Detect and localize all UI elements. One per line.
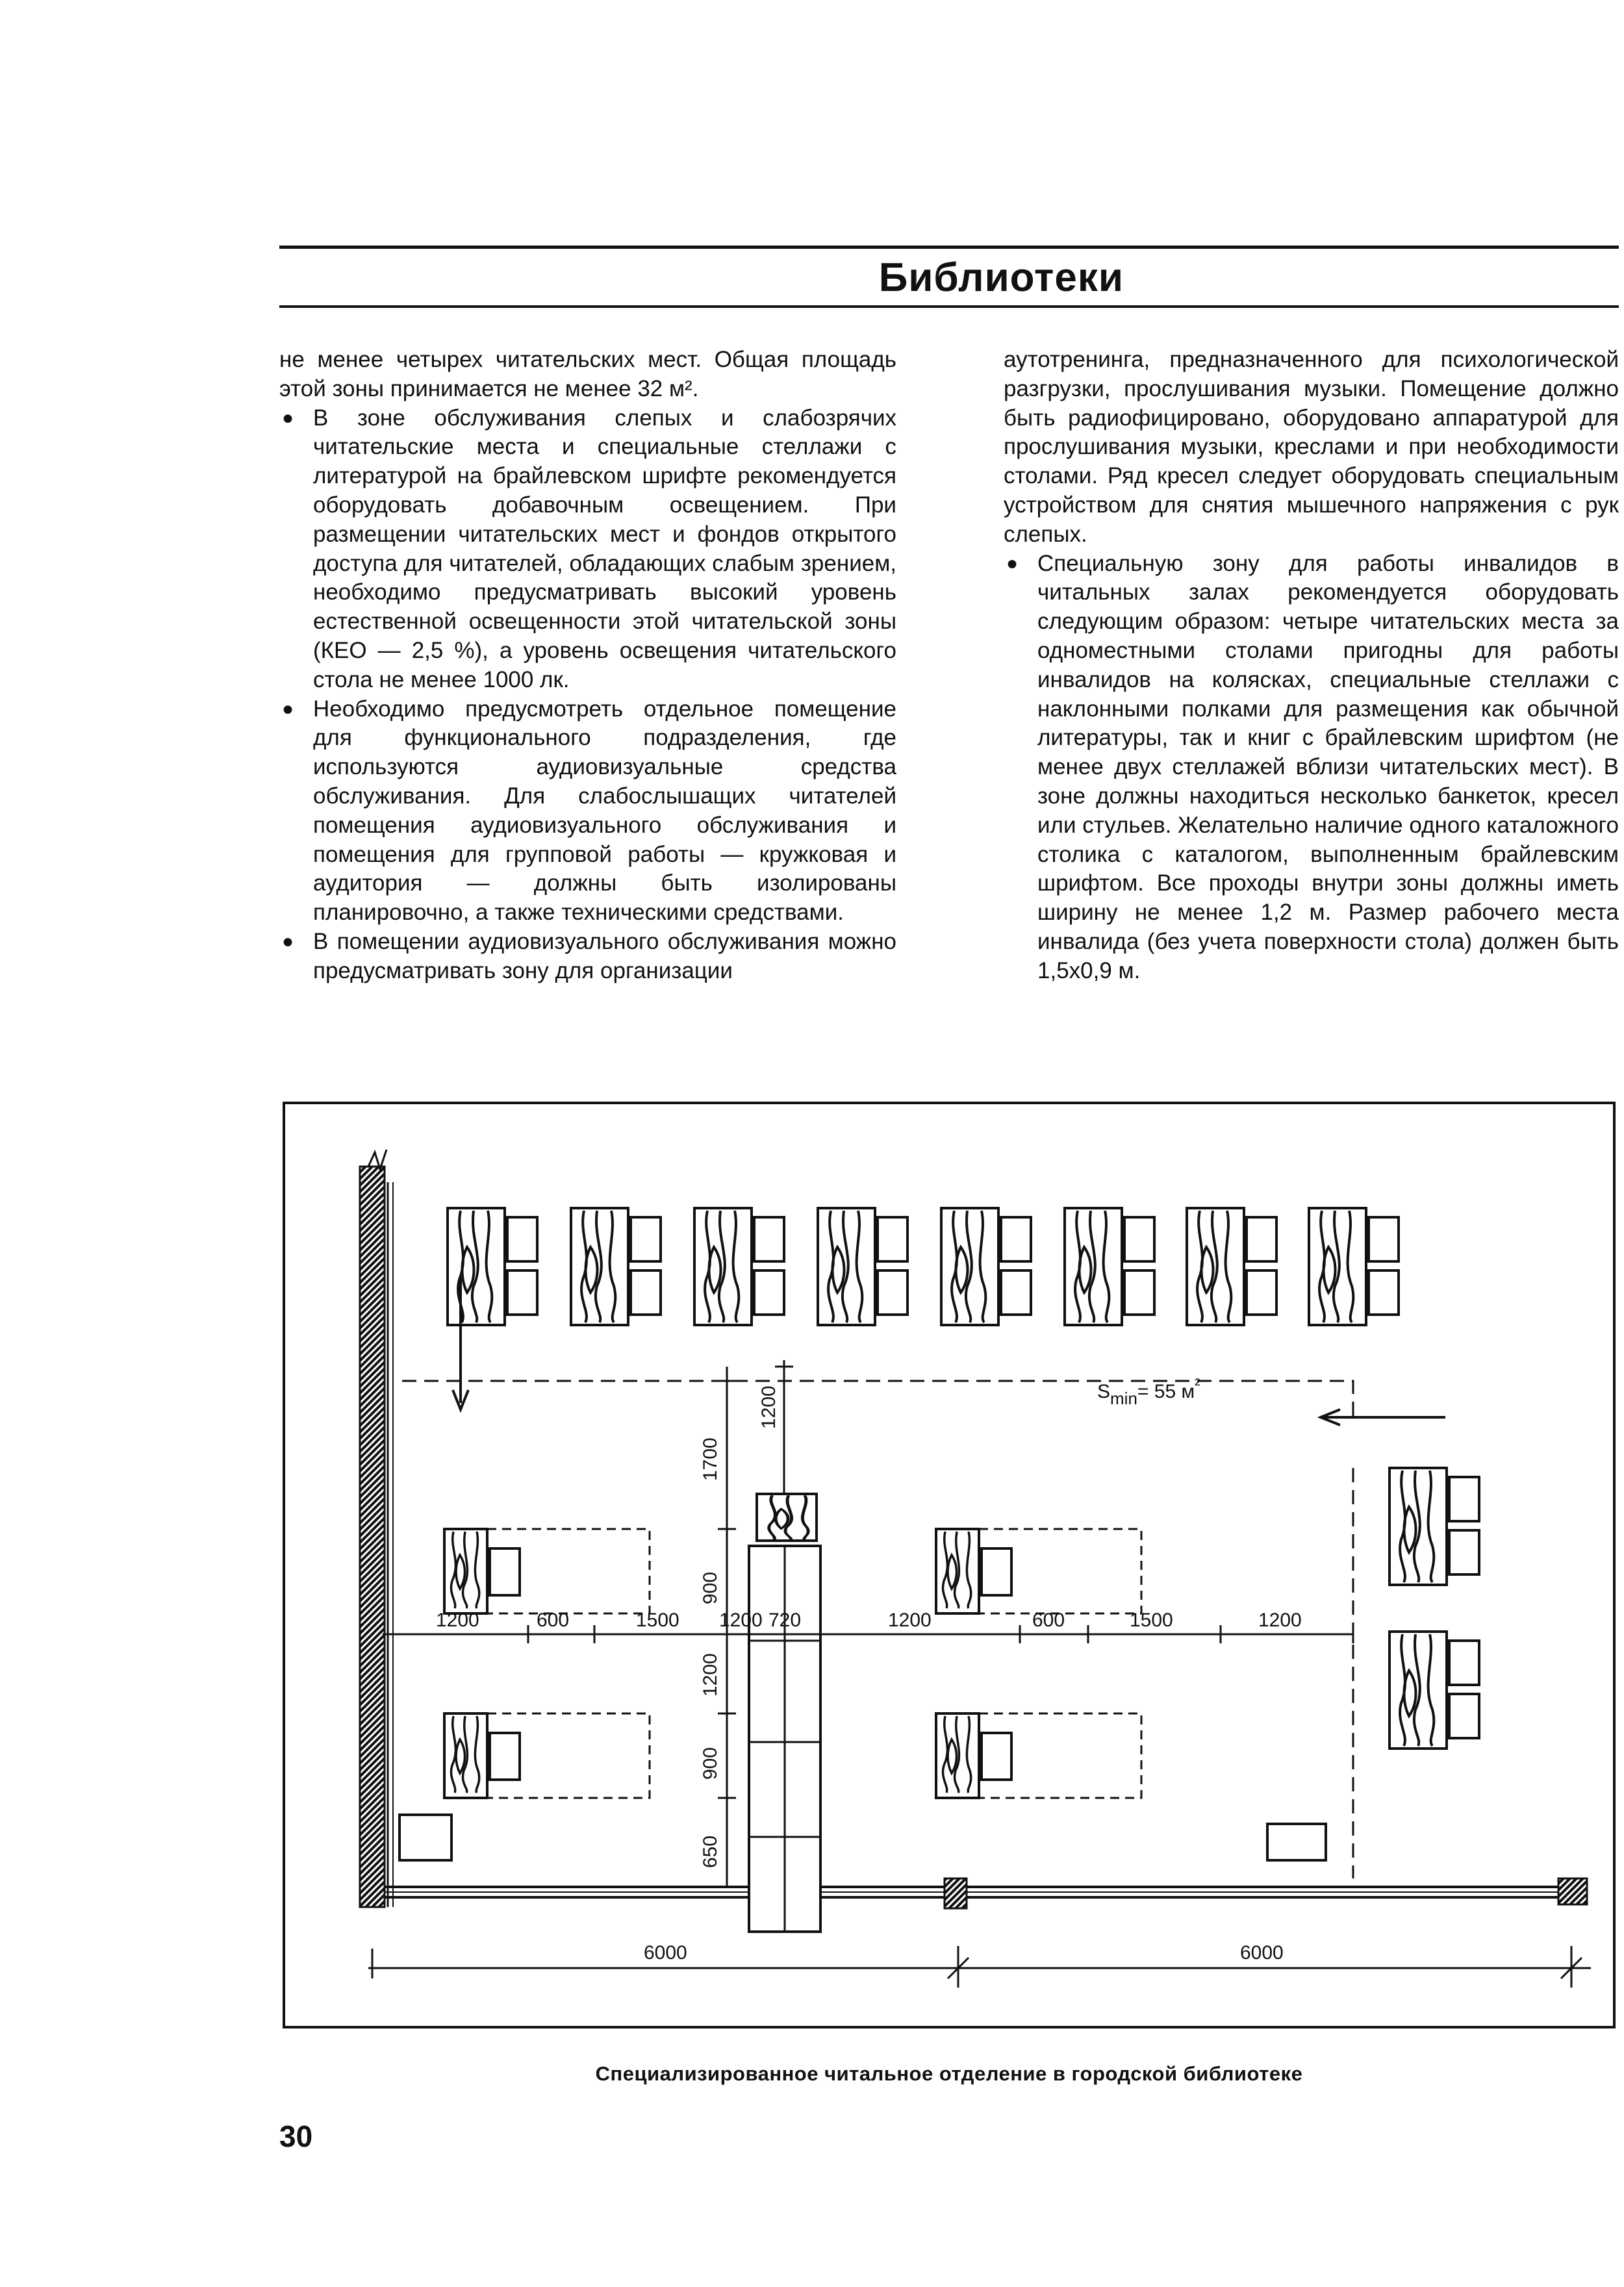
- dimension-label: 1500: [1130, 1610, 1173, 1631]
- dimension-label: 650: [700, 1835, 721, 1868]
- dimension-label: 1200: [700, 1653, 721, 1697]
- entry-arrow-right: [1321, 1409, 1445, 1425]
- dimension-label: 900: [700, 1747, 721, 1780]
- page-number: 30: [279, 2119, 313, 2153]
- desk-column-right: [1389, 1468, 1479, 1749]
- dimension-label: 6000: [1240, 1942, 1284, 1964]
- cabinet: [400, 1815, 451, 1860]
- dimension-label: 1700: [700, 1437, 721, 1481]
- dimension-label: 1200: [436, 1610, 479, 1631]
- running-header-title: Библиотеки: [878, 255, 1124, 300]
- dimension-label: 1200: [888, 1610, 932, 1631]
- bullet-item: ● В зоне обслуживания слепых и слабозрячих читательские места и специальные стеллажи с литературой на брайлевском шрифте рекомендуется оборудовать добавочным освещением. При размещении читательских мест и фондов открытого доступа для читателей, обладающих слабым зрением, необходимо предусматривать высокий уровень естественной освещенности этой читательской зоны (КЕО — 2,5 %), а уровень освещения читательского стола не менее 1000 лк.: [279, 404, 896, 695]
- dimension-label: 1500: [636, 1610, 679, 1631]
- figure-frame: [283, 1102, 1616, 2028]
- dimension-label: 600: [537, 1610, 570, 1631]
- central-shelving: [749, 1494, 820, 1932]
- dimension-label: 1200: [758, 1385, 780, 1429]
- text-column-right: [1004, 346, 1619, 986]
- floor-plan-drawing: [285, 1104, 1613, 2026]
- cabinet: [1267, 1824, 1326, 1860]
- bullet-item: ● Необходимо предусмотреть отдельное помещение для функционального подразделения, где используются аудиовизуальные средства обслуживания. Для слабослышащих читателей помещения аудиовизуального обслуживания и помещения для групповой работы — кружковая и аудитория — должны быть изолированы планировочно, а также техническими средствами.: [279, 695, 896, 928]
- horizontal-dimension-chain: [383, 1610, 1353, 1643]
- figure-caption: Специализированное читальное отделение в городской библиотеке: [595, 2062, 1303, 2085]
- minimum-area-label: Smin= 55 м²: [1097, 1374, 1200, 1408]
- dimension-label: 720: [768, 1610, 802, 1631]
- bullet-item: ● Специальную зону для работы инвалидов в читальных залах рекомендуется оборудовать следующим образом: четыре читательских места за одноместными столами пригодны для работы инвалидов на колясках, специальные стеллажи с наклонными полками для размещения как обычной литературы, так и книг с брайлевским шрифтом (не менее двух стеллажей вблизи читательских мест). В зоне должны находиться несколько банкеток, кресел или стульев. Желательно наличие одного каталожного столика с каталогом, выполненным брайлевским шрифтом. Все проходы внутри зоны должны иметь ширину не менее 1,2 м. Размер рабочего места инвалида (без учета поверхности стола) должен быть 1,5х0,9 м.: [1004, 550, 1619, 986]
- wall-left: [360, 1167, 385, 1907]
- dimension-label: 1200: [1258, 1610, 1302, 1631]
- paragraph-continued: аутотренинга, предназначенного для психологической разгрузки, прослушивания музыки. Помещение должно быть радиофицировано, оборудовано аппаратурой для прослушивания музыки, креслами и при необходимости столами. Ряд кресел следует оборудовать специальным устройством для снятия мышечного напряжения с рук слепых.: [1004, 347, 1619, 547]
- overall-dimension-chain: [368, 1942, 1591, 1988]
- bullet-item: ● В помещении аудиовизуального обслуживания можно предусматривать зону для организации: [279, 928, 896, 986]
- dimension-label: 1200: [719, 1610, 763, 1631]
- paragraph-continued: не менее четырех читательских мест. Общая площадь этой зоны принимается не менее 32 м².: [279, 347, 896, 401]
- dimension-label: 6000: [644, 1942, 687, 1964]
- dimension-label: 600: [1032, 1610, 1065, 1631]
- desk-row-top: [448, 1208, 1399, 1325]
- header-rule-bottom: [279, 305, 1619, 308]
- wall-bottom: [385, 1878, 1587, 1908]
- text-column-left: [279, 346, 896, 986]
- header-rule-top: [279, 246, 1619, 249]
- bullet-list: [1004, 550, 1619, 986]
- dimension-label: 900: [700, 1571, 721, 1604]
- bullet-list: [279, 404, 896, 986]
